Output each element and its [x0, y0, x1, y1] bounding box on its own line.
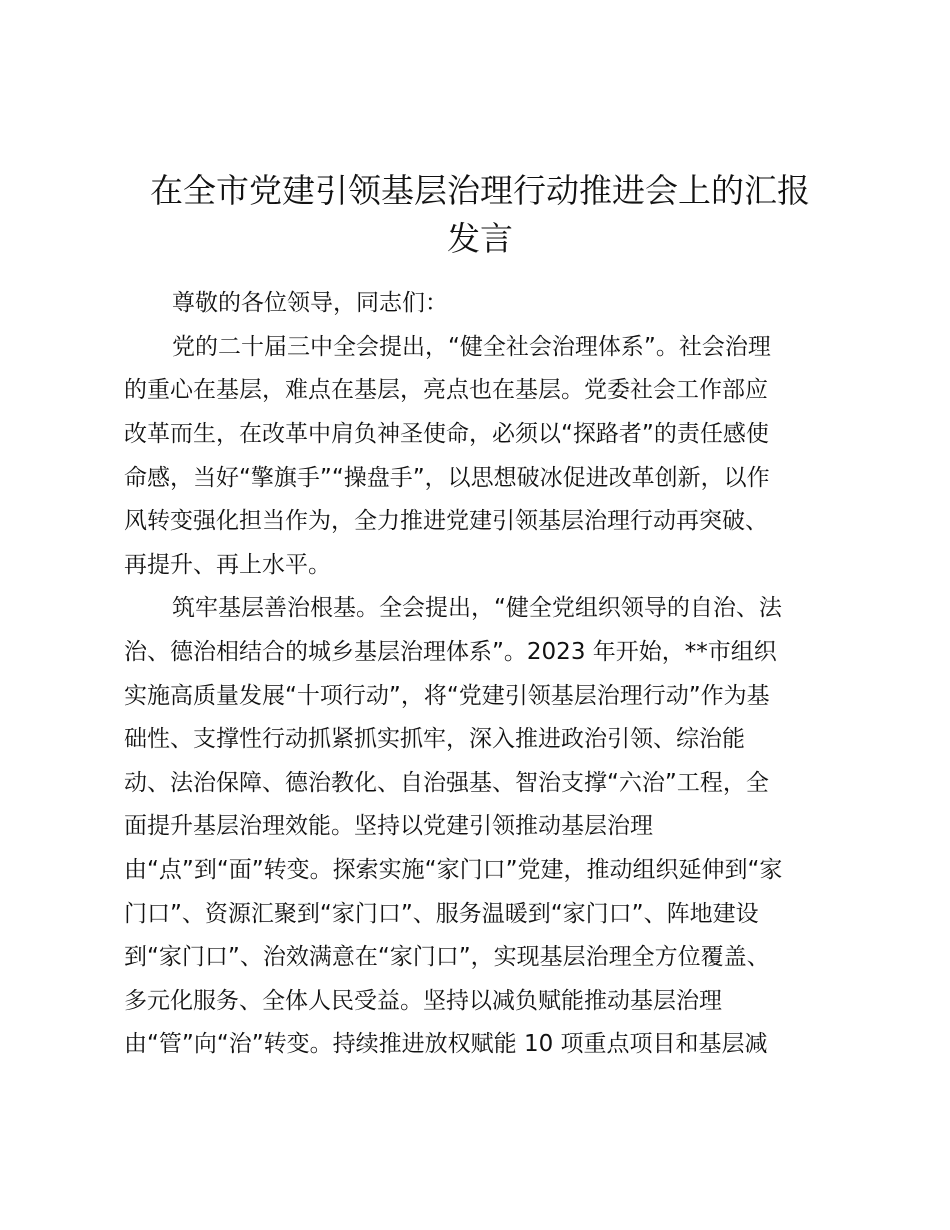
document-title-line-2: 发言 — [447, 219, 513, 258]
body-line: 由“点”到“面”转变。探索实施“家门口”党建，推动组织延伸到“家 — [124, 857, 783, 883]
body-line: 命感，当好“擎旗手”“操盘手”，以思想破冰促进改革创新，以作 — [124, 465, 770, 491]
body-line: 到“家门口”、治效满意在“家门口”，实现基层治理全方位覆盖、 — [124, 944, 770, 970]
body-line: 动、法治保障、德治教化、自治强基、智治支撑“六治”工程，全 — [124, 770, 769, 796]
body-line: 多元化服务、全体人民受益。坚持以减负赋能推动基层治理 — [124, 988, 722, 1014]
body-line: 筑牢基层善治根基。全会提出，“健全党组织领导的自治、法 — [172, 595, 782, 621]
body-line: 的重心在基层，难点在基层，亮点也在基层。党委社会工作部应 — [124, 377, 768, 403]
salutation: 尊敬的各位领导，同志们： — [172, 290, 448, 316]
body-line: 再提升、再上水平。 — [124, 552, 331, 578]
body-line: 治、德治相结合的城乡基层治理体系”。2023 年开始，**市组织 — [124, 639, 777, 665]
body-line: 门口”、资源汇聚到“家门口”、服务温暖到“家门口”、阵地建设 — [124, 901, 759, 927]
body-line: 党的二十届三中全会提出，“健全社会治理体系”。社会治理 — [172, 334, 771, 360]
body-line: 面提升基层治理效能。坚持以党建引领推动基层治理 — [124, 813, 653, 839]
document-title-line-1: 在全市党建引领基层治理行动推进会上的汇报 — [150, 171, 810, 210]
body-line: 风转变强化担当作为，全力推进党建引领基层治理行动再突破、 — [124, 508, 768, 534]
body-line: 实施高质量发展“十项行动”，将“党建引领基层治理行动”作为基 — [124, 683, 770, 709]
body-line: 改革而生，在改革中肩负神圣使命，必须以“探路者”的责任感使 — [124, 421, 769, 447]
body-line: 由“管”向“治”转变。持续推进放权赋能 10 项重点项目和基层减 — [124, 1031, 768, 1057]
body-line: 础性、支撑性行动抓紧抓实抓牢，深入推进政治引领、综治能 — [124, 726, 745, 752]
